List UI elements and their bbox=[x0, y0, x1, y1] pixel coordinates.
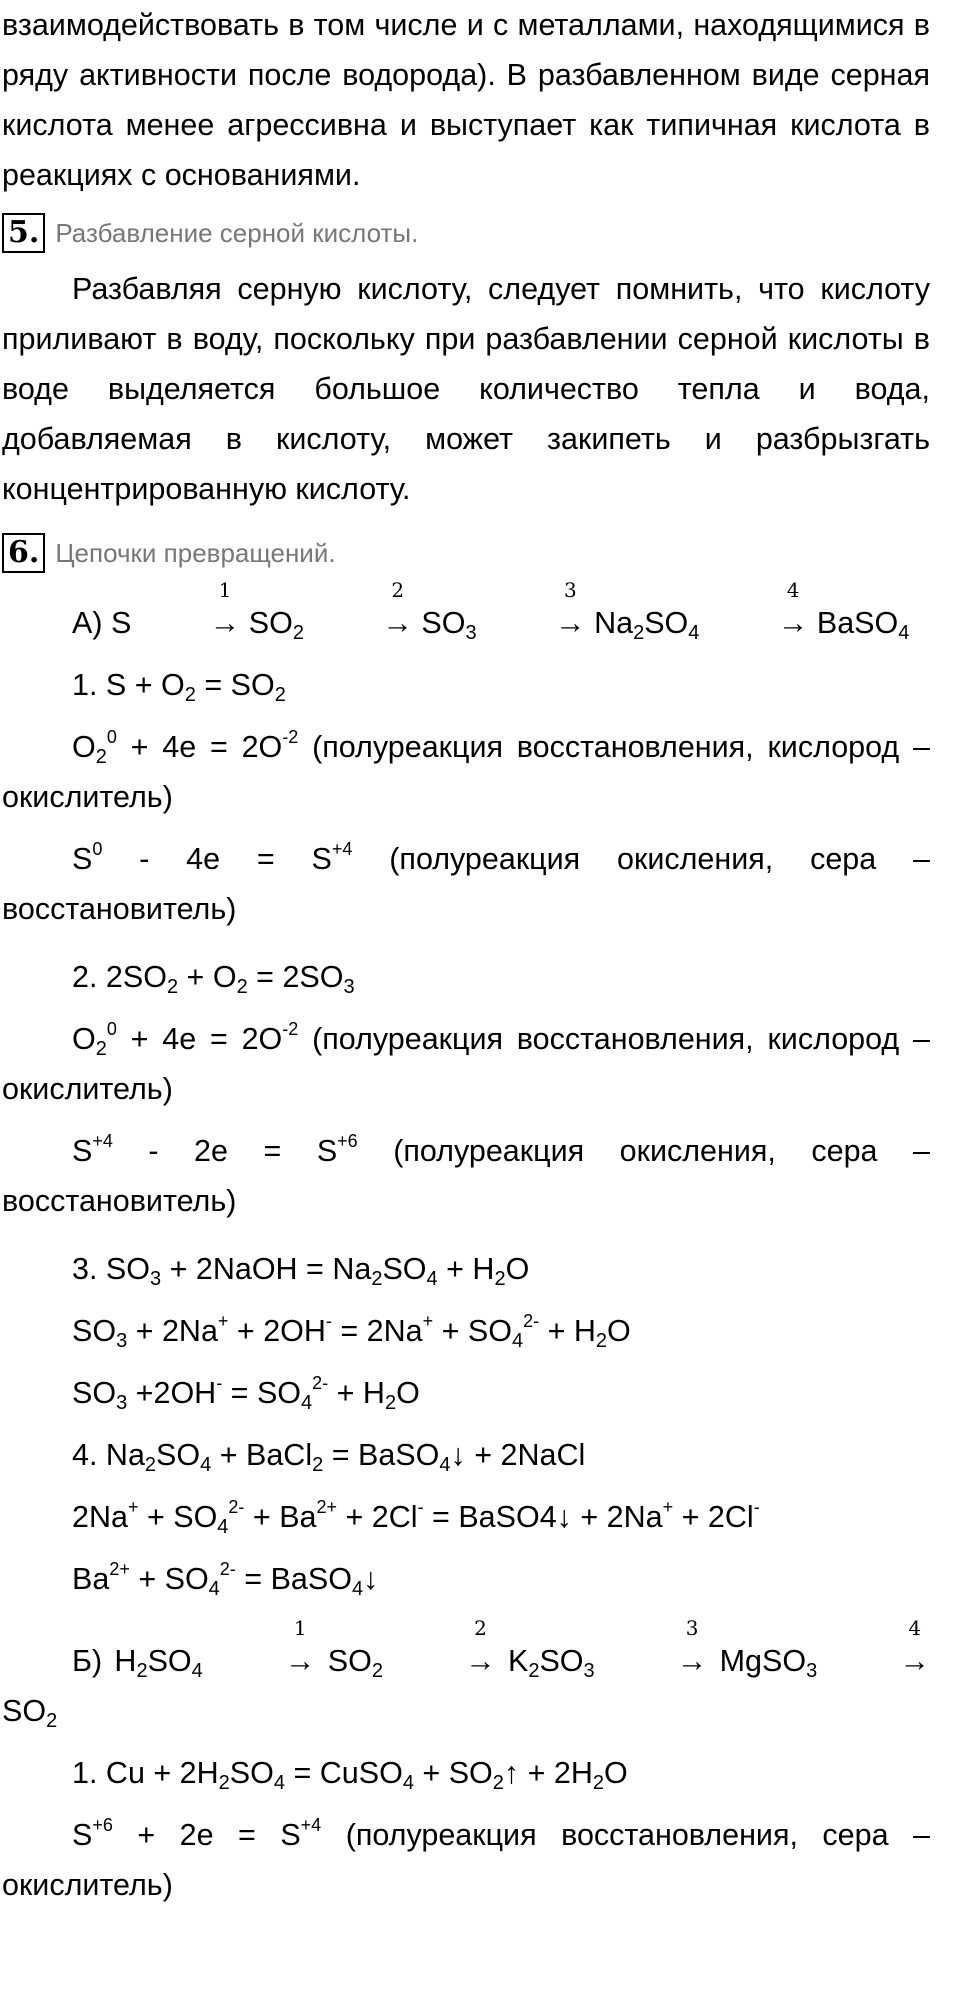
step-label: 3. bbox=[72, 1252, 98, 1286]
arrow-3: → 3 bbox=[607, 1636, 708, 1686]
arrow-label: 3 bbox=[685, 1616, 699, 1640]
chain-prefix: А) bbox=[72, 606, 103, 640]
half-reaction-a1-sulfur: $S^0 - 4e = S^{+4}$ (полуреакция окисления, сера – восстановитель) bbox=[2, 839, 930, 926]
arrow-label: 4 bbox=[786, 578, 800, 602]
ionic-full-a4: $2Na^+ + SO_4^{2-} + Ba^{2+} + 2Cl^-$ = BaSO4↓ + 2Na+ + 2Cl- bbox=[72, 1497, 760, 1538]
section-title: Цепочки превращений. bbox=[55, 537, 336, 568]
arrow-4: → 4 bbox=[829, 1636, 930, 1686]
step-label: 1. bbox=[72, 668, 98, 702]
half-reaction-note: (полуреакция окисления, сера – восстановитель) bbox=[2, 842, 930, 926]
intro-paragraph: взаимодействовать в том числе и с металлами, находящимися в ряду активности после водорода). В разбавленном виде серная кислота менее агрессивна и выступает как типичная кислота в реакциях с основаниями. bbox=[2, 8, 930, 192]
section-title: Разбавление серной кислоты. bbox=[55, 217, 419, 248]
arrow-label: 1 bbox=[218, 578, 232, 602]
arrow-1: → 1 bbox=[140, 598, 241, 648]
arrow-2: → 2 bbox=[395, 1636, 496, 1686]
section-number: 5. bbox=[2, 213, 45, 253]
arrow-label: 2 bbox=[391, 578, 405, 602]
document-page bbox=[2, 0, 930, 1910]
step-label: 2. bbox=[72, 960, 98, 994]
step-label: 4. bbox=[72, 1438, 98, 1472]
arrow-1: → 1 bbox=[215, 1636, 316, 1686]
chain-prefix: Б) bbox=[72, 1644, 103, 1678]
reaction-b1: 1. $Cu + 2H_2SO_4$ = CuSO$_4$ + $SO_2↑ + 2H_2O$ bbox=[72, 1756, 628, 1794]
reaction-a2: 2. $2SO_2 + O_2 = 2SO_3$ bbox=[72, 960, 355, 998]
half-reaction-note: (полуреакция восстановления, кислород – окислитель) bbox=[2, 730, 930, 814]
chain-a: А) S → 1 $SO_2$ → 2 $SO_3$ → 3 $Na_2SO_4$ → 4 BaSO$_4$ bbox=[2, 584, 930, 648]
arrow-3: → 3 bbox=[485, 598, 586, 648]
section-6-heading bbox=[2, 528, 930, 578]
arrow-label: 2 bbox=[474, 1616, 487, 1640]
reaction-a4: 4. $Na_2SO_4$ + BaCl$_2$ = BaSO$_4$↓ + 2NaCl bbox=[72, 1438, 586, 1476]
step-label: 1. bbox=[72, 1756, 98, 1790]
arrow-2: → 2 bbox=[312, 598, 413, 648]
ionic-full-a3: $SO_3 + 2Na^+ + 2OH^- = 2Na^+ + SO_4^{2-} + H_2O$ bbox=[72, 1311, 631, 1352]
half-reaction-note: (полуреакция восстановления, кислород – окислитель) bbox=[2, 1022, 930, 1106]
ionic-short-a3: $SO_3 +2OH^- = SO_4^{2-} + H_2O$ bbox=[72, 1373, 420, 1414]
half-reaction-note: (полуреакция восстановления, сера – окислитель) bbox=[2, 1818, 930, 1902]
half-reaction-a2-sulfur: $S^{+4} - 2e = S^{+6}$ (полуреакция окисления, сера – восстановитель) bbox=[2, 1131, 930, 1218]
half-reaction-a2-oxygen: $O_2^0 + 4e = 2O^{-2}$ (полуреакция восстановления, кислород – окислитель) bbox=[2, 1019, 930, 1106]
half-reaction-note: (полуреакция окисления, сера – восстановитель) bbox=[2, 1134, 930, 1218]
arrow-label: 1 bbox=[293, 1616, 307, 1640]
arrow-label: 4 bbox=[908, 1616, 922, 1640]
reaction-a3: 3. $SO_3$ + 2NaOH = $Na_2SO_4 + H_2O$ bbox=[72, 1252, 530, 1290]
reaction-a1: 1. $S + O_2 = SO_2$ bbox=[72, 668, 286, 706]
section-5-heading bbox=[2, 208, 930, 258]
arrow-label: 3 bbox=[563, 578, 577, 602]
half-reaction-a1-oxygen: $O_2^0 + 4e = 2O^{-2}$ (полуреакция восстановления, кислород – окислитель) bbox=[2, 727, 930, 814]
section-number: 6. bbox=[2, 533, 45, 573]
arrow-4: → 4 bbox=[708, 598, 809, 648]
half-reaction-b1-sulfur: $S^{+6} + 2e = S^{+4}$ (полуреакция восстановления, сера – окислитель) bbox=[2, 1815, 930, 1902]
section-5-paragraph: Разбавляя серную кислоту, следует помнить, что кислоту приливают в воду, поскольку при разбавлении серной кислоты в воде выделяется большое количество тепла и вода, добавляемая в кислоту, может закипеть и разбрызгать концентрированную кислоту. bbox=[2, 272, 930, 506]
chain-b: Б) $H_2SO_4$ → 1 $SO_2$ → 2 $K_2SO_3$ → 3 MgSO$_3$ → 4 $SO_2$ bbox=[2, 1616, 930, 1732]
ionic-short-a4: $Ba^{2+} + SO_4^{2-}$ = BaSO$_4$↓ bbox=[72, 1559, 379, 1600]
